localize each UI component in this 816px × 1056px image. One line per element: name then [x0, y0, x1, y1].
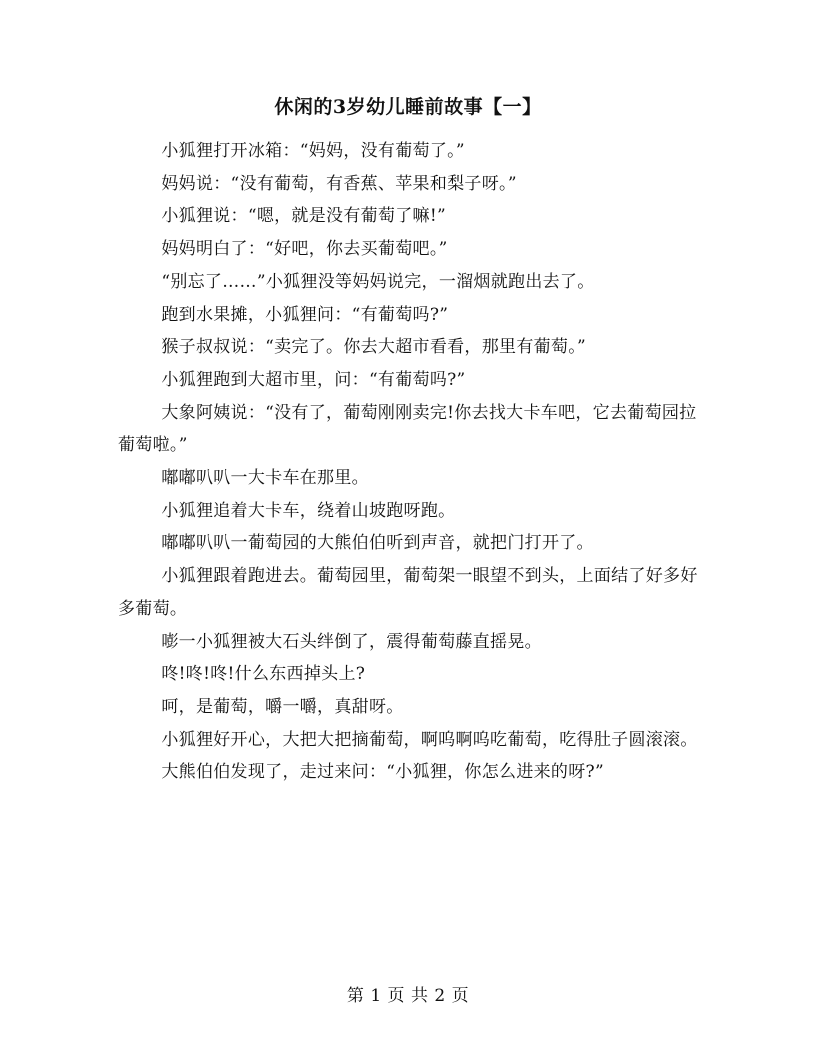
story-paragraph: 妈妈说：“没有葡萄，有香蕉、苹果和梨子呀。” — [161, 173, 517, 194]
story-paragraph: 嘭一小狐狸被大石头绊倒了，震得葡萄藤直摇晃。 — [161, 631, 542, 652]
story-paragraph: 小狐狸追着大卡车，绕着山坡跑呀跑。 — [161, 500, 456, 521]
story-paragraph: 小狐狸打开冰箱：“妈妈，没有葡萄了。” — [161, 141, 465, 161]
story-paragraph: 跑到水果摊，小狐狸问：“有葡萄吗?” — [161, 304, 449, 325]
story-paragraph: 大象阿姨说：“没有了，葡萄刚刚卖完!你去找大卡车吧，它去葡萄园拉葡萄啦。” — [118, 402, 697, 456]
story-paragraph: 大熊伯伯发现了，走过来问：“小狐狸，你怎么进来的呀?” — [161, 762, 604, 783]
story-paragraph: 咚!咚!咚!什么东西掉头上? — [161, 664, 366, 685]
story-paragraph: 呵，是葡萄，嚼一嚼，真甜呀。 — [161, 696, 404, 717]
story-paragraph: 小狐狸好开心，大把大把摘葡萄，啊呜啊呜吃葡萄，吃得肚子圆滚滚。 — [161, 729, 698, 750]
page-number-footer: 第 1 页 共 2 页 — [346, 986, 470, 1006]
story-paragraph: 妈妈明白了：“好吧，你去买葡萄吧。” — [161, 239, 448, 260]
story-paragraph: 小狐狸说：“嗯，就是没有葡萄了嘛!” — [161, 206, 446, 227]
story-paragraph: 小狐狸跟着跑进去。葡萄园里，葡萄架一眼望不到头，上面结了好多好多葡萄。 — [118, 566, 698, 619]
story-paragraph: 小狐狸跑到大超市里，问：“有葡萄吗?” — [161, 369, 466, 390]
story-paragraph: 猴子叔叔说：“卖完了。你去大超市看看，那里有葡萄。” — [161, 337, 587, 358]
story-paragraph: “别忘了……”小狐狸没等妈妈说完，一溜烟就跑出去了。 — [161, 271, 595, 292]
document-title: 休闲的3岁幼儿睡前故事【一】 — [274, 96, 542, 118]
story-body — [118, 135, 698, 789]
story-paragraph: 嘟嘟叭叭一大卡车在那里。 — [161, 468, 369, 489]
story-paragraph: 嘟嘟叭叭一葡萄园的大熊伯伯听到声音，就把门打开了。 — [161, 533, 594, 554]
